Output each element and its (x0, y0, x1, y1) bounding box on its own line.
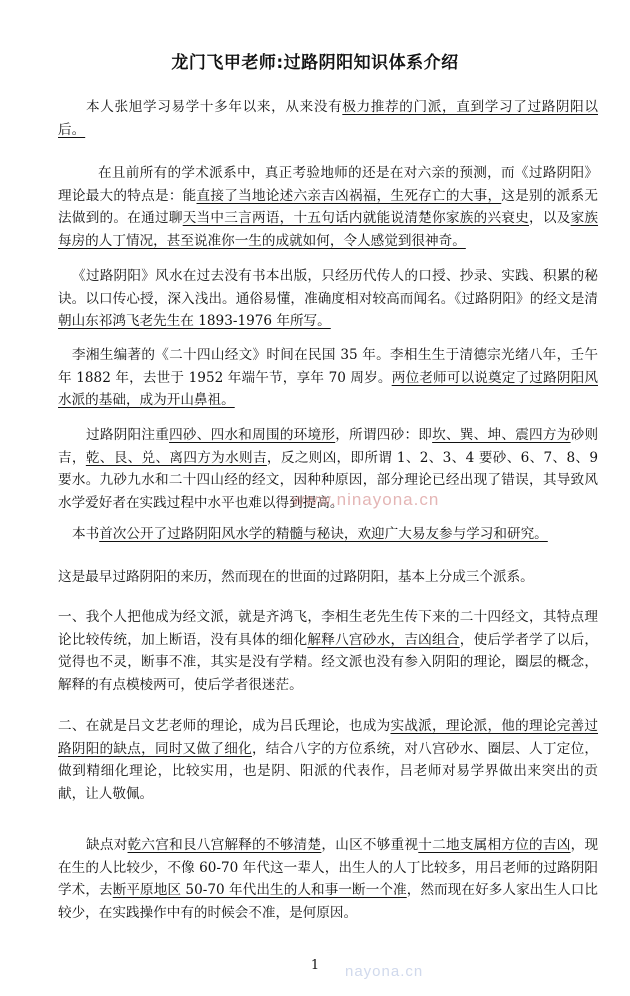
text-run: 缺点对 (86, 837, 128, 853)
underlined-text: 两位老师可以说奠定了过路阴阳风水派的基础，成为开山鼻祖。 (58, 369, 598, 408)
text-run: 李湘生编著的《二十四山经文》时间在民国 35 年。李相生生于清德宗光绪八年，壬午年 1882 年，去世于 1952 年端午节，享年 70 周岁。 (58, 347, 598, 386)
paragraph-school-one (58, 606, 598, 696)
text-run: 过路阴阳注重 (86, 427, 170, 443)
text-run: 本书 (72, 526, 100, 542)
text-run: ，然而现在好多人家出生人口比较少，在实践操作中有的时候会不准，是何原因。 (58, 882, 599, 921)
underlined-text: 坎、巽、坤、震四方为 (432, 427, 571, 443)
text-run: ，以及 (529, 210, 571, 226)
text-run: 这是别的派系无法做到的。在通过聊 (58, 187, 599, 226)
paragraph-school-two (58, 715, 598, 805)
paragraph-authors (58, 344, 598, 412)
text-run: ，结合八字的方位系统，对八宫砂水、圈层、人丁定位，做到精细化理论，比较实用，也是阴、阳派的代表作，吕老师对易学界做出来突出的贡献，让人敬佩。 (58, 740, 599, 802)
underlined-text: 十二地支属相方位的吉凶 (418, 837, 571, 853)
underlined-text: 四砂、四水和周围的环境形 (169, 427, 336, 443)
text-run: ，现在生的人比较少，不像 60-70 年代这一辈人，出生人的人丁比较多，用吕老师的过路阴阳学术，去 (58, 837, 599, 898)
paragraph-features (58, 162, 598, 252)
text-run: 砂则吉， (58, 427, 599, 466)
underlined-text: 极力推荐的门派，直到学习了过路阴阳以后。 (58, 99, 599, 138)
underlined-text: 首次公开了过路阴阳风水学的精髓与秘诀，欢迎广大易友参与学习和研究。 (99, 526, 548, 542)
text-run: 这是最早过路阴阳的来历，然而现在的世面的过路阴阳，基本上分成三个派系。 (58, 569, 534, 585)
text-run: 在且前所有的学术派系中，真正考验地师的还是在对六亲的预测，而《过路阴阳》理论最大的特点是：能 (58, 165, 598, 204)
text-run: ，反之则凶，即所谓 1、2、3、4 要砂、6、7、8、9 要水。九砂九水和二十四山经的经文，因种种原因，部分理论已经出现了错误，其导致风水学爱好者在实践过程中水平也难以得到提高。 (58, 449, 599, 511)
paragraph-intro (58, 96, 598, 141)
text-run: ，所谓四砂：即 (335, 427, 433, 443)
watermark: www.ninayona.cn (292, 490, 440, 509)
page-title: 龙门飞甲老师:过路阴阳知识体系介绍 (171, 53, 459, 73)
underlined-text: 家族每房的人丁情况，甚至说准你一生的成就如何，令人感觉到很神奇。 (58, 210, 599, 249)
text-run: 《过路阴阳》风水在过去没有书本出版，只经历代传人的口授、抄录、实践、积累的秘诀。以口传心授，深入浅出。通俗易懂，准确度相对较高而闻名。《过路阴阳》的经文是清 (58, 268, 598, 307)
text-run: 一、我个人把他成为经文派，就是齐鸿飞，李相生老先生传下来的二十四经文，其特点理论比较传统，加上断语，没有具体的细化 (58, 609, 598, 648)
watermark: nayona.cn (345, 963, 424, 980)
paragraph-book (58, 523, 598, 546)
text-run: 二、在就是吕文艺老师的理论，成为吕氏理论，也成为 (58, 718, 391, 734)
paragraph-history (58, 265, 598, 333)
text-run: 本人张旭学习易学十多年以来，从来没有 (86, 99, 343, 115)
underlined-text: 乾、艮、兑、离四方为水则吉 (85, 449, 267, 466)
paragraph-origin (58, 566, 598, 589)
underlined-text: 乾六宫和艮八宫解释的不够清楚 (127, 837, 322, 853)
underlined-text: 直接了当地论述六亲吉凶祸福，生死存亡的大事， (196, 187, 502, 204)
underlined-text: 解释八宫砂水，吉凶组合 (307, 631, 460, 648)
text-run: ，山区不够重视 (321, 837, 419, 853)
underlined-text: 实战派，理论派，他的理论完善过路阴阳的缺点，同时又做了细化 (58, 718, 599, 757)
page-number: 1 (310, 958, 320, 973)
underlined-text: 朝山东祁鸿飞老先生在 1893-1976 年所写。 (58, 313, 331, 329)
underlined-text: 断平原地区 50-70 年代出生的人和事一断一个准 (112, 882, 407, 898)
underlined-text: 天当中三言两语，十五句话内就能说清楚你家族的兴衰史 (182, 210, 530, 226)
text-run: ，使后学者学了以后，觉得也不灵，断事不准，其实是没有学精。经文派也没有参入阴阳的理论，圈层的概念，解释的有点模棱两可，使后学者很迷茫。 (58, 631, 599, 693)
paragraph-shortcomings (58, 834, 598, 924)
